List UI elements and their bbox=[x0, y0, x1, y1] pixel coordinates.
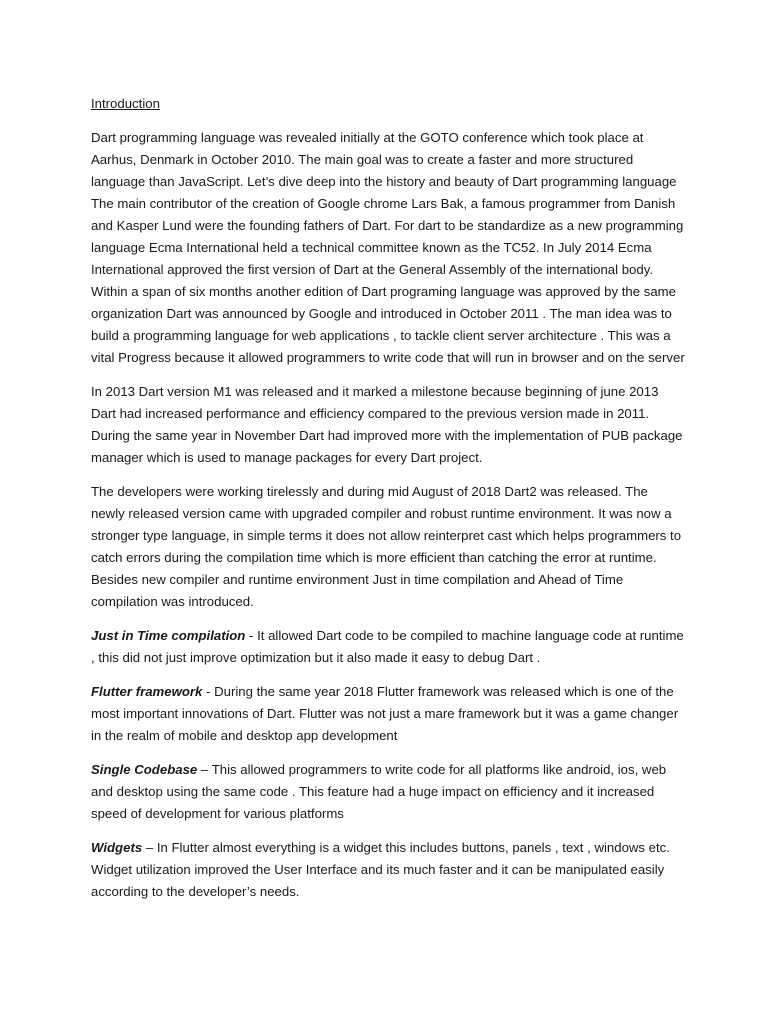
document-page bbox=[91, 93, 685, 915]
feature-term: Flutter framework bbox=[91, 684, 203, 699]
feature-text: It allowed Dart code to be compiled to machine language code at runtime , this did not just improve optimization but it also made it easy to debug Dart . bbox=[91, 628, 684, 665]
feature-text: During the same year 2018 Flutter framework was released which is one of the most important innovations of Dart. Flutter was not just a mare framework but it was a game changer in the realm of mobile and desktop app development bbox=[91, 684, 679, 743]
feature-jit-compilation bbox=[91, 625, 685, 669]
feature-flutter-framework bbox=[91, 681, 685, 747]
feature-widgets bbox=[91, 837, 685, 903]
feature-separator: - bbox=[202, 684, 215, 699]
feature-separator: – bbox=[197, 762, 212, 777]
feature-text: This allowed programmers to write code for all platforms like android, ios, web and desktop using the same code . This feature had a huge impact on efficiency and it increased speed of development for various platforms bbox=[91, 762, 667, 821]
paragraph-dart2-release: The developers were working tirelessly and during mid August of 2018 Dart2 was released. The newly released version came with upgraded compiler and robust runtime environment. It was now a stronger type language, in simple terms it does not allow reinterpret cast which helps programmers to catch errors during the compilation time which is more efficient than catching the error at runtime. Besides new compiler and runtime environment Just in time compilation and Ahead of Time compilation was introduced. bbox=[91, 484, 682, 609]
feature-separator: - bbox=[245, 628, 258, 643]
paragraph-m1-release: In 2013 Dart version M1 was released and it marked a milestone because beginning of june 2013 Dart had increased performance and efficiency compared to the previous version made in 2011. During the same year in November Dart had improved more with the implementation of PUB package manager which is used to manage packages for every Dart project. bbox=[91, 384, 683, 465]
feature-term: Single Codebase bbox=[91, 762, 198, 777]
feature-single-codebase bbox=[91, 759, 685, 825]
feature-separator: – bbox=[142, 840, 157, 855]
feature-term: Just in Time compilation bbox=[91, 628, 246, 643]
paragraph-history: Dart programming language was revealed initially at the GOTO conference which took place at Aarhus, Denmark in October 2010. The main goal was to create a faster and more structured language than JavaScript. Let’s dive deep into the history and beauty of Dart programming language The main contributor of the creation of Google chrome Lars Bak, a famous programmer from Danish and Kasper Lund were the founding fathers of Dart. For dart to be standardize as a new programming language Ecma International held a technical committee known as the TC52. In July 2014 Ecma International approved the first version of Dart at the General Assembly of the international body. Within a span of six months another edition of Dart programing language was approved by the same organization Dart was announced by Google and introduced in October 2011 . The man idea was to build a programming language for web applications , to tackle client server architecture . This was a vital Progress because it allowed programmers to write code that will run in browser and on the server bbox=[91, 130, 685, 365]
feature-term: Widgets bbox=[91, 840, 143, 855]
feature-text: In Flutter almost everything is a widget this includes buttons, panels , text , windows etc. Widget utilization improved the User Interface and its much faster and it can be manipulated easily according to the developer’s needs. bbox=[91, 840, 670, 899]
section-heading: Introduction bbox=[91, 96, 160, 111]
